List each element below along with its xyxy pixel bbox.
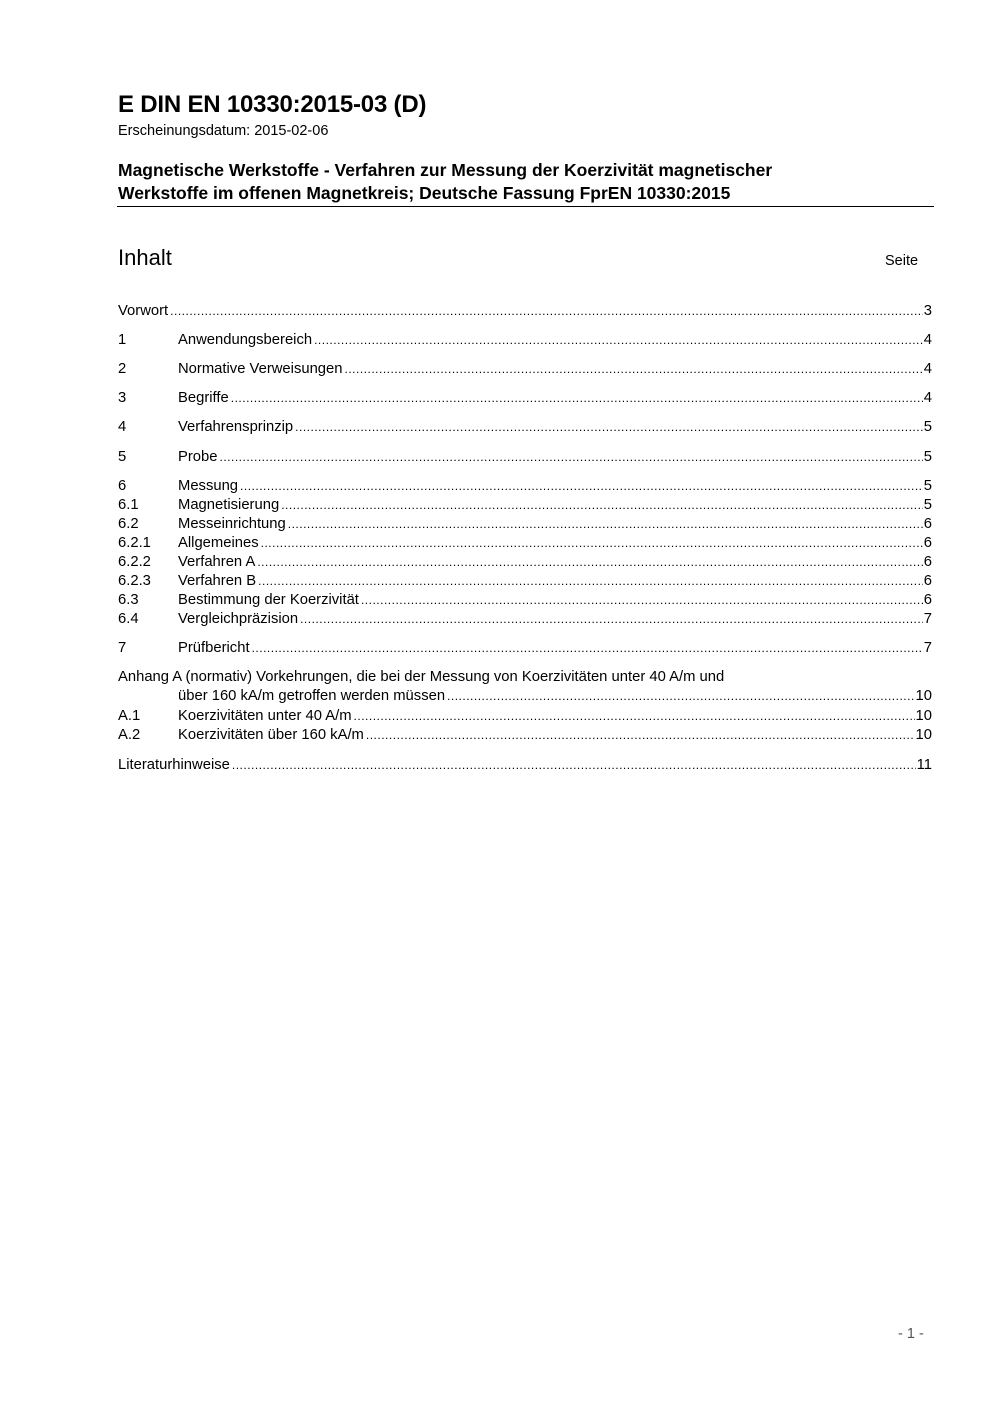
toc-entry-number: 7 bbox=[118, 640, 127, 656]
toc-leader-dots bbox=[261, 534, 923, 553]
toc-entry-4[interactable] bbox=[118, 418, 932, 437]
toc-entry-7[interactable] bbox=[118, 639, 932, 658]
toc-entry-text: Bestimmung der Koerzivität bbox=[178, 592, 359, 608]
toc-entry-page: 5 bbox=[923, 478, 932, 494]
toc-heading: Inhalt bbox=[118, 245, 172, 270]
toc-entry-number: 3 bbox=[118, 390, 127, 406]
toc-entry-text: Verfahren A bbox=[178, 554, 256, 570]
toc-page-column-label: Seite bbox=[885, 253, 919, 269]
toc-entry-page: 4 bbox=[923, 361, 932, 377]
document-title-line-2: Werkstoffe im offenen Magnetkreis; Deutsche Fassung FprEN 10330:2015 bbox=[118, 183, 731, 203]
toc-leader-dots bbox=[354, 707, 915, 726]
toc-leader-dots bbox=[220, 448, 923, 467]
toc-entry-page: 6 bbox=[923, 573, 932, 589]
toc-entry-6-2-2[interactable] bbox=[118, 553, 932, 572]
toc-entry-text: Anwendungsbereich bbox=[178, 332, 313, 348]
toc-entry-number: 6.4 bbox=[118, 611, 139, 627]
toc-entry-a-1[interactable] bbox=[118, 707, 932, 726]
toc-entry-text: Normative Verweisungen bbox=[178, 361, 343, 377]
toc-entry-number: A.2 bbox=[118, 727, 141, 743]
toc-entry-text: Begriffe bbox=[178, 390, 229, 406]
toc-leader-dots bbox=[447, 687, 914, 706]
toc-entry-page: 7 bbox=[923, 611, 932, 627]
toc-entry-6-2-1[interactable] bbox=[118, 534, 932, 553]
toc-entry-page: 10 bbox=[915, 688, 932, 704]
toc-leader-dots bbox=[252, 639, 923, 658]
toc-entry-2[interactable] bbox=[118, 360, 932, 379]
toc-entry-page: 5 bbox=[923, 497, 932, 513]
toc-leader-dots bbox=[232, 756, 916, 775]
toc-entry-text: über 160 kA/m getroffen werden müssen bbox=[178, 688, 446, 704]
toc-leader-dots bbox=[240, 477, 923, 496]
toc-leader-dots bbox=[170, 302, 923, 321]
toc-entry-page: 3 bbox=[923, 303, 932, 319]
toc-entry-6[interactable] bbox=[118, 477, 932, 496]
toc-entry-number: 1 bbox=[118, 332, 127, 348]
toc-entry-page: 5 bbox=[923, 419, 932, 435]
toc-leader-dots bbox=[314, 331, 923, 350]
document-title-line-1: Magnetische Werkstoffe - Verfahren zur Messung der Koerzivität magnetischer bbox=[118, 160, 773, 180]
toc-entry-annex-a[interactable] bbox=[118, 687, 932, 706]
toc-leader-dots bbox=[257, 553, 922, 572]
toc-entry-page: 6 bbox=[923, 516, 932, 532]
toc-entry-page: 6 bbox=[923, 592, 932, 608]
toc-entry-6-3[interactable] bbox=[118, 591, 932, 610]
toc-entry-number: 2 bbox=[118, 361, 127, 377]
toc-entry-6-2-3[interactable] bbox=[118, 572, 932, 591]
toc-entry-5[interactable] bbox=[118, 448, 932, 467]
toc-entry-number: 6.3 bbox=[118, 592, 139, 608]
toc-entry-literaturhinweise[interactable] bbox=[118, 756, 932, 775]
toc-entry-number: 6 bbox=[118, 478, 127, 494]
toc-entry-3[interactable] bbox=[118, 389, 932, 408]
toc-entry-page: 6 bbox=[923, 535, 932, 551]
toc-entry-number: 6.1 bbox=[118, 497, 139, 513]
document-id: E DIN EN 10330:2015-03 (D) bbox=[118, 91, 427, 118]
toc-entry-text: Koerzivitäten unter 40 A/m bbox=[178, 708, 352, 724]
toc-entry-text: Koerzivitäten über 160 kA/m bbox=[178, 727, 364, 743]
toc-entry-number: 5 bbox=[118, 449, 127, 465]
toc-leader-dots bbox=[288, 515, 923, 534]
toc-entry-6-4[interactable] bbox=[118, 610, 932, 629]
toc-entry-page: 4 bbox=[923, 332, 932, 348]
title-divider bbox=[117, 206, 934, 207]
toc-entry-vorwort[interactable] bbox=[118, 302, 932, 321]
toc-leader-dots bbox=[361, 591, 923, 610]
page-number: - 1 - bbox=[898, 1326, 924, 1342]
document-title bbox=[118, 159, 933, 205]
toc-entry-number: 6.2.3 bbox=[118, 573, 151, 589]
toc-entry-text: Magnetisierung bbox=[178, 497, 280, 513]
toc-entry-text: Prüfbericht bbox=[178, 640, 250, 656]
toc-entry-number: 6.2 bbox=[118, 516, 139, 532]
toc-leader-dots bbox=[345, 360, 923, 379]
toc-leader-dots bbox=[300, 610, 923, 629]
toc-entry-page: 5 bbox=[923, 449, 932, 465]
toc-entry-page: 7 bbox=[923, 640, 932, 656]
toc-entry-text: Messeinrichtung bbox=[178, 516, 286, 532]
toc-entry-a-2[interactable] bbox=[118, 726, 932, 745]
toc-entry-text: Vergleichpräzision bbox=[178, 611, 299, 627]
toc-entry-text: Literaturhinweise bbox=[118, 757, 230, 773]
toc-entry-6-1[interactable] bbox=[118, 496, 932, 515]
toc-entry-page: 4 bbox=[923, 390, 932, 406]
toc-entry-page: 6 bbox=[923, 554, 932, 570]
toc-entry-page: 10 bbox=[915, 708, 932, 724]
toc-entry-text: Vorwort bbox=[118, 303, 169, 319]
toc-leader-dots bbox=[281, 496, 923, 515]
toc-leader-dots bbox=[295, 418, 923, 437]
toc-leader-dots bbox=[231, 389, 923, 408]
toc-entry-number: A.1 bbox=[118, 708, 141, 724]
toc-entry-number: 6.2.2 bbox=[118, 554, 151, 570]
toc-entry-text: Allgemeines bbox=[178, 535, 259, 551]
toc-entry-number: 6.2.1 bbox=[118, 535, 151, 551]
toc-annex-a-heading[interactable]: Anhang A (normativ) Vorkehrungen, die bei der Messung von Koerzivitäten unter 40 A/m und bbox=[118, 669, 725, 685]
toc-entry-page: 10 bbox=[915, 727, 932, 743]
toc-entry-text: Messung bbox=[178, 478, 239, 494]
toc-entry-text: Probe bbox=[178, 449, 218, 465]
toc-entry-number: 4 bbox=[118, 419, 127, 435]
toc-leader-dots bbox=[366, 726, 915, 745]
toc-entry-text: Verfahren B bbox=[178, 573, 257, 589]
toc-entry-6-2[interactable] bbox=[118, 515, 932, 534]
toc-entry-text: Verfahrensprinzip bbox=[178, 419, 294, 435]
toc-entry-1[interactable] bbox=[118, 331, 932, 350]
publication-date: Erscheinungsdatum: 2015-02-06 bbox=[118, 123, 329, 139]
toc-entry-page: 11 bbox=[916, 757, 932, 773]
toc-leader-dots bbox=[258, 572, 923, 591]
